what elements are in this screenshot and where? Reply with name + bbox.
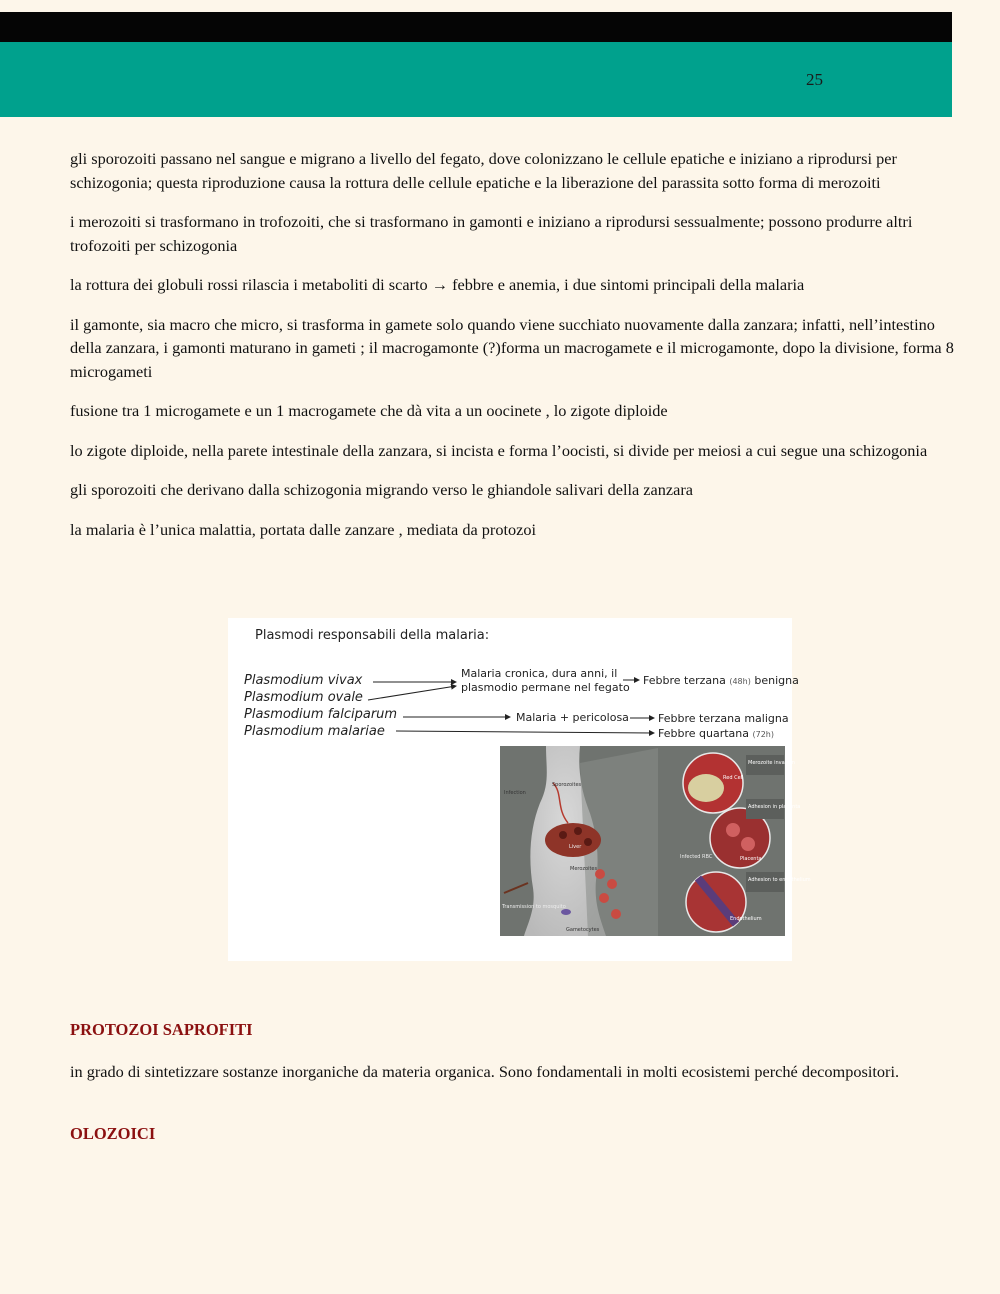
fever-tertian-benign: Febbre terzana (48h) benigna	[643, 674, 799, 687]
section-heading-saprofiti: PROTOZOI SAPROFITI	[70, 1020, 253, 1039]
species-ovale: Plasmodium ovale	[244, 690, 363, 705]
placenta-cell	[726, 823, 740, 837]
label-sporozoites: Sporozoites	[552, 782, 582, 788]
label-endothelium: Endothelium	[730, 916, 762, 922]
paragraph: il gamonte, sia macro che micro, si trasforma in gamete solo quando viene succhiato nuovamente dalla zanzara; infatti, nell’intestino della zanzara, i gamonti maturano in gameti ; il macrogamonte (?)forma un macrogamete e il microgamonte, dopo la divisione, forma 8 microgameti	[70, 314, 954, 381]
species-malariae: Plasmodium malariae	[244, 724, 385, 739]
liver-cell	[584, 838, 592, 846]
fever-quartan: Febbre quartana (72h)	[658, 727, 774, 740]
species-vivax: Plasmodium vivax	[244, 673, 363, 688]
label-adhesion-placenta: Adhesion in placenta	[748, 804, 801, 810]
label-merozoites: Merozoites	[570, 866, 598, 872]
label-merozoite-invasion: Merozoite invasion	[748, 760, 795, 766]
paragraph: lo zigote diploide, nella parete intestinale della zanzara, si incista e forma l’oocisti, si divide per meiosi a cui segue una schizogonia	[70, 440, 928, 460]
label-infection: Infection	[504, 790, 526, 796]
paragraph: gli sporozoiti che derivano dalla schizogonia migrando verso le ghiandole salivari della zanzara	[70, 480, 693, 499]
fever-tertian-malignant: Febbre terzana maligna	[658, 712, 789, 725]
label-infected-rbc: Infected RBC	[680, 854, 713, 860]
section-heading-olozoici: OLOZOICI	[70, 1124, 156, 1143]
page-number: 25	[806, 70, 823, 89]
chronic-malaria-line-2: plasmodio permane nel fegato	[461, 681, 630, 694]
paragraph: fusione tra 1 microgamete e un 1 macrogamete che dà vita a un oocinete , lo zigote diploide	[70, 401, 668, 420]
label-liver: Liver	[569, 844, 582, 850]
red-blood-cell	[607, 879, 617, 889]
label-transmission: Transmission to mosquito	[502, 904, 566, 910]
liver-icon	[545, 823, 601, 857]
red-blood-cell	[611, 909, 621, 919]
chronic-malaria-line-1: Malaria cronica, dura anni, il	[461, 667, 618, 680]
red-blood-cell	[599, 893, 609, 903]
placenta-cell	[741, 837, 755, 851]
label-adhesion-endothelium: Adhesion to endothelium	[748, 877, 811, 883]
section-body-saprofiti	[70, 1060, 950, 1084]
header-black-bar	[0, 12, 952, 42]
label-gametocytes: Gametocytes	[566, 927, 600, 933]
paragraph: i merozoiti si trasformano in trofozoiti, che si trasformano in gamonti e iniziano a riprodursi sessualmente; possono produrre altri trofozoiti per schizogonia	[70, 212, 913, 255]
paragraph: la malaria è l’unica malattia, portata dalle zanzare , mediata da protozoi	[70, 519, 537, 539]
merozoite-cell	[688, 774, 724, 802]
figure-title: Plasmodi responsabili della malaria:	[255, 628, 490, 643]
species-falciparum: Plasmodium falciparum	[244, 707, 398, 722]
paragraph: gli sporozoiti passano nel sangue e migrano a livello del fegato, dove colonizzano le cellule epatiche e iniziano a riprodursi per schizogonia; questa riproduzione causa la rottura delle cellule epatiche e la liberazione del parassita sotto forma di merozoiti	[70, 149, 897, 192]
liver-cell	[574, 827, 582, 835]
figure-arrows-and-illustration	[228, 618, 811, 961]
arrow-ovale	[368, 686, 456, 700]
arrow-malariae	[396, 731, 654, 733]
paragraph: in grado di sintetizzare sostanze inorganiche da materia organica. Sono fondamentali in molti ecosistemi perché decompositori.	[70, 1062, 900, 1081]
label-red-cell: Red Cell	[723, 775, 744, 781]
body-text	[70, 147, 955, 557]
dangerous-malaria: Malaria + pericolosa	[516, 711, 629, 724]
paragraph: la rottura dei globuli rossi rilascia i metaboliti di scarto → febbre e anemia, i due sintomi principali della malaria	[70, 275, 805, 294]
liver-cell	[559, 831, 567, 839]
label-placenta: Placenta	[740, 856, 762, 862]
malaria-figure	[228, 618, 811, 961]
